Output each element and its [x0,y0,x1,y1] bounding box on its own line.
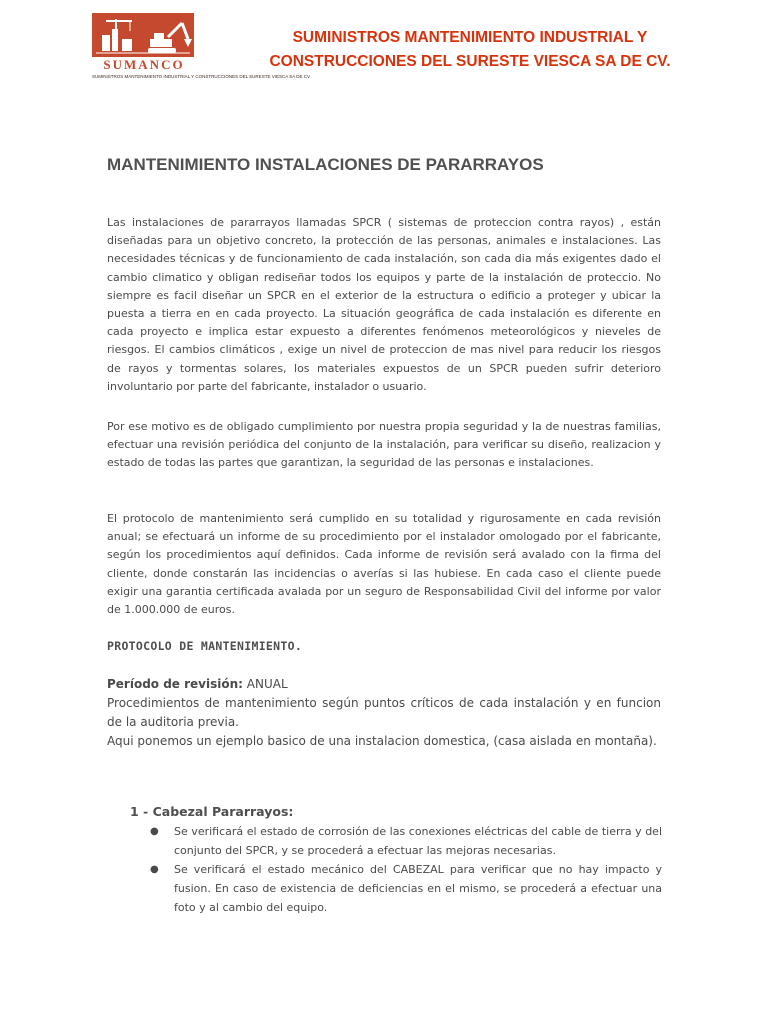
bullet-icon: ● [150,826,159,837]
list-item-text: Se verificará el estado de corrosión de las conexiones eléctricas del cable de tierra y del conjunto del SPCR, y se procederá a efectuar las mejoras necesarias. [174,825,662,857]
company-name-line2: CONSTRUCCIONES DEL SURESTE VIESCA SA DE CV. [269,53,671,70]
company-name-line1: SUMINISTROS MANTENIMIENTO INDUSTRIAL Y [292,29,648,46]
list-item [150,822,662,860]
logo-illustration [92,13,194,57]
review-line-procedures: Procedimientos de mantenimiento según puntos críticos de cada instalación y en funcion de la auditoria previa. [107,696,661,729]
company-logo [92,13,310,87]
paragraph-obligation: Por ese motivo es de obligado cumplimiento por nuestra propia seguridad y la de nuestras familias, efectuar una revisión periódica del conjunto de la instalación, para verificar su diseño, realizacion y estado de todas las partes que garantizan, la seguridad de las personas e instalaciones. [107,420,661,470]
document-title: MANTENIMIENTO INSTALACIONES DE PARARRAYOS [107,155,544,174]
company-name [232,26,708,74]
crane-excavator-icon [92,13,194,57]
paragraph-intro: Las instalaciones de pararrayos llamadas SPCR ( sistemas de proteccion contra rayos) , están diseñadas para un objetivo concreto, la protección de las personas, animales e instalaciones. Las necesidades técnicas y de funcionamiento de cada instalación, son cada dia más exigentes dado el cambio climatico y obligan rediseñar todos los equipos y parte de la instalación de proteccio. No siempre es facil diseñar un SPCR en el exterior de la estructura o edificio a proteger y ubicar la puesta a tierra en en cada proyecto. La situación geográfica de cada instalación es diferente en cada proyecto e implica estar expuesto a diferentes fenómenos meteorológicos y nieveles de riesgos. El cambios climáticos , exige un nivel de proteccion de mas nivel para reducir los riesgos de rayos y tormentas solares, los materiales expuestos de un SPCR pueden sufrir deterioro involuntario por parte del fabricante, instalador o usuario. [107,216,661,393]
review-value: ANUAL [242,677,288,691]
review-block [107,675,661,751]
list-item-text: Se verificará el estado mecánico del CABEZAL para verificar que no hay impacto y fusion. En caso de existencia de deficiencias en el mismo, se procederá a efectuar una foto y al cambio del equipo. [174,863,662,914]
review-label: Período de revisión: [107,677,243,691]
bullet-icon: ● [150,864,159,875]
paragraph-protocol: El protocolo de mantenimiento será cumplido en su totalidad y rigurosamente en cada revisión anual; se efectuará un informe de su procedimiento por el instalador omologado por el fabricante, según los procedimientos aquí definidos. Cada informe de revisión será avalado con la firma del cliente, donde constarán las incidencias o averías si las hubiese. En cada caso el cliente puede exigir una garantia certificada avalada por un seguro de Responsabilidad Civil del informe por valor de 1.000.000 de euros. [107,512,661,617]
logo-wordmark: SUMANCO [103,57,185,72]
bullet-list [150,822,662,917]
list-item [150,860,662,917]
review-line-example: Aqui ponemos un ejemplo basico de una instalacion domestica, (casa aislada en montaña). [107,734,657,748]
protocol-heading: PROTOCOLO DE MANTENIMIENTO. [107,639,303,653]
section-heading-cabezal: 1 - Cabezal Pararrayos: [130,804,294,819]
logo-caption: SUMINISTROS MANTENIMIENTO INDUSTRIAL Y CONSTRUCCIONES DEL SURESTE VIESCA SA DE CV [92,74,310,79]
review-period [107,675,661,694]
